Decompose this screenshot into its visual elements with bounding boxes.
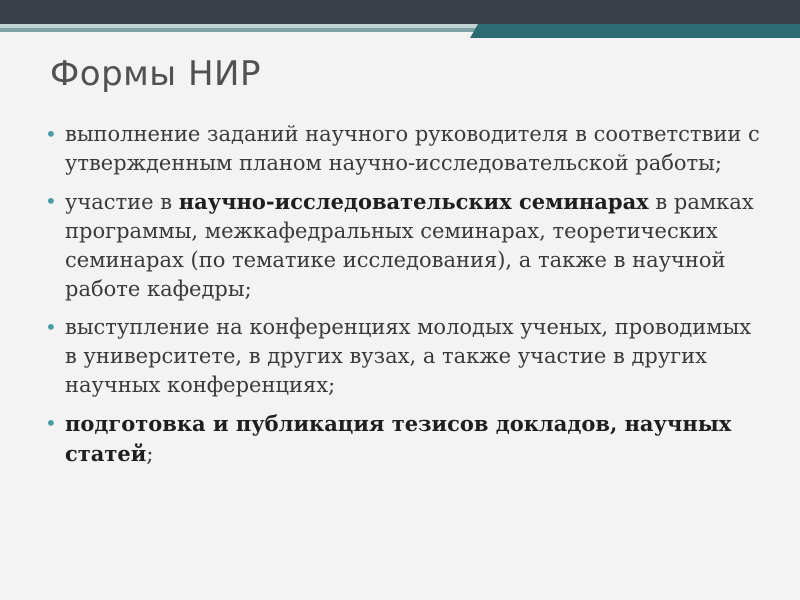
bullet-item (45, 187, 765, 304)
top-decorative-accent (470, 24, 800, 38)
bullet-text-segment: ; (146, 442, 154, 466)
bullet-text-segment: в рамках программы, межкафедральных семинарах, теоретических семинарах (по тематике исследования), а также в научной работе кафедры; (65, 190, 754, 301)
bullet-item (45, 120, 765, 178)
bullet-item (45, 313, 765, 400)
bullet-text-segment: выступление на конференциях молодых ученых, проводимых в университете, в других вузах, а также участие в других научных конференциях; (65, 315, 752, 397)
bullet-list (45, 120, 765, 478)
top-decorative-band (0, 0, 800, 24)
bullet-text-emphasis: научно-исследовательских семинарах (178, 189, 649, 214)
slide-title: Формы НИР (50, 54, 261, 94)
bullet-item (45, 409, 765, 469)
bullet-dot-icon: • (45, 315, 57, 339)
bullet-dot-icon: • (45, 411, 57, 435)
bullet-text-emphasis: подготовка и публикация тезисов докладов, научных статей (65, 411, 732, 466)
bullet-text-segment: выполнение заданий научного руководителя в соответствии с утвержденным планом научно-исследовательской работы; (65, 122, 760, 175)
bullet-dot-icon: • (45, 189, 57, 213)
bullet-dot-icon: • (45, 122, 57, 146)
bullet-text-segment: участие в (65, 190, 179, 214)
